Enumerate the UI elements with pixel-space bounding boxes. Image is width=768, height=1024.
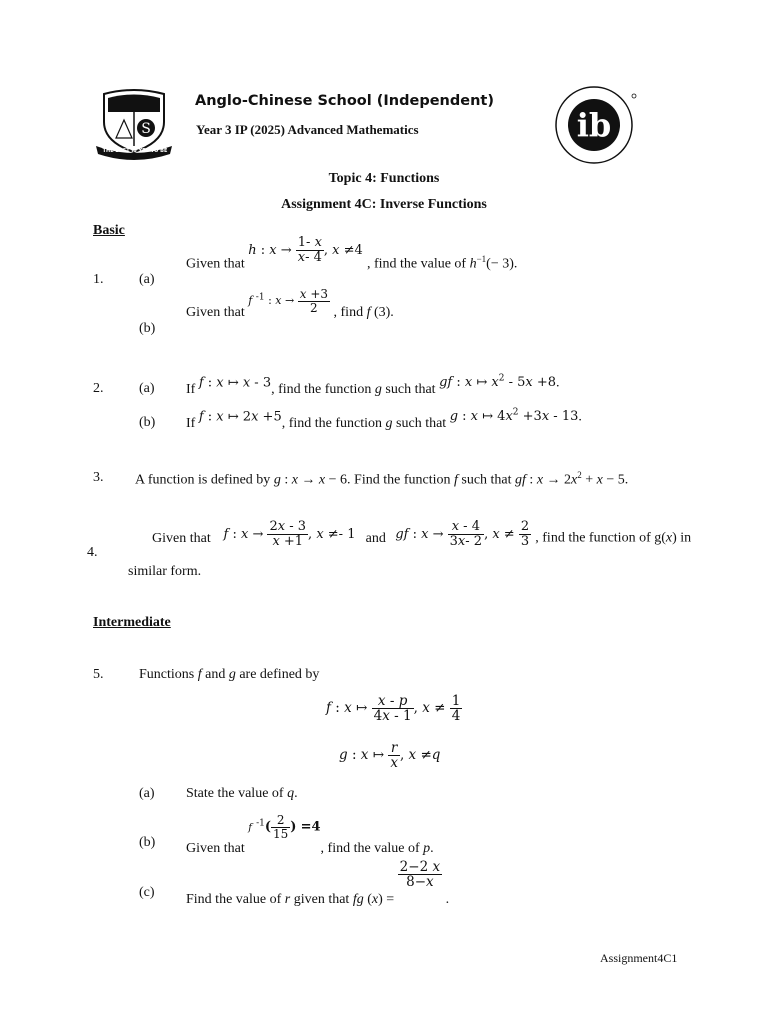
q1a-line: Given that h : x → $\frac{1- x}{x- 4}$ , x ≠4 , find the value of $h^{-1}(- 3)$. — [186, 235, 518, 272]
q5-defined-text: are defined by — [239, 667, 320, 682]
q3-find-text: . Find the function — [347, 472, 451, 488]
q5-and: and — [205, 667, 226, 682]
topic-title: Topic 4: Functions — [328, 171, 440, 186]
q1b-formula: f -1 : x → x +3 2 — [248, 287, 329, 315]
q2b-find-text: , find the function — [281, 416, 383, 432]
q4-number: 4. — [87, 545, 98, 560]
q5a-text: State the value of — [186, 786, 284, 801]
section-intermediate: Intermediate — [93, 615, 171, 630]
q2b-f-formula: f : x ↦ 2x +5 — [198, 409, 282, 425]
q5b-line: Given that f $^{-1}$( $\frac{2}{15}$ ) =4, find the value of p. — [186, 813, 434, 856]
q2-number: 2. — [93, 381, 104, 396]
q5-intro: Functions f and g are defined by — [139, 667, 320, 682]
q5b-given: Given that — [186, 840, 245, 856]
q1b-given: Given that — [186, 305, 245, 321]
q5b-formula: f $^{-1}$( $\frac{2}{15}$ ) =4 — [248, 813, 321, 841]
q4-line: Given that f : x → $\frac{2x - 3}{x +1}$ , x ≠- 1 and gf : x → $\frac{x - 4}{3x- 2}$ , x ≠ $\frac{2}{3}$ , find the function of g(x) in — [152, 519, 692, 549]
q2b-if: If — [186, 416, 196, 432]
q2b-line: If f : x ↦ 2x +5, find the function g such that g : x ↦ $4x^2 +3x - 13$. — [186, 408, 582, 432]
q5-g-definition: g : x ↦ $\frac{r}{x}$ , x ≠q — [339, 740, 441, 772]
q5-functions-text: Functions — [139, 667, 195, 682]
q5-number: 5. — [93, 667, 104, 682]
q4-gf-formula: gf : x → $\frac{x - 4}{3x- 2}$ , x ≠ $\frac{2}{3}$ — [395, 519, 530, 549]
q1a-formula: h : x → $\frac{1- x}{x- 4}$ , x ≠4 — [248, 235, 367, 265]
q4-line2: similar form. — [128, 564, 202, 579]
q5c-line: Find the value of r given that fg (x) = $\frac{2-2 x}{8-x}$ . — [186, 859, 450, 907]
school-name: Anglo-Chinese School (Independent) — [195, 93, 494, 109]
svg-text:ib: ib — [576, 106, 612, 144]
q1a-find-text: , find the value of — [366, 256, 467, 272]
q1a-given: Given that — [186, 256, 245, 272]
footer-label: Assignment4C1 — [600, 951, 678, 965]
q5b-find-text: , find the value of — [320, 840, 420, 856]
q2a-label: (a) — [139, 381, 155, 396]
crest-motto: THE BEST IS YET TO BE — [102, 148, 168, 154]
q4-in-text: ) in — [672, 530, 692, 546]
q3-such-that: such that — [461, 472, 512, 488]
q5c-given: given that — [293, 891, 350, 907]
course-title: Year 3 IP (2025) Advanced Mathematics — [196, 122, 419, 137]
svg-text:S: S — [141, 121, 151, 137]
q2a-line: If f : x ↦ x - 3, find the function g such that gf : x ↦ $x^2 - 5x +8$. — [186, 374, 560, 398]
q4-f-formula: f : x → $\frac{2x - 3}{x +1}$ , x ≠- 1 — [223, 519, 360, 549]
q5-f-definition: f : x ↦ $\frac{x - p}{4x - 1}$ , x ≠ $\frac{1}{4}$ — [326, 693, 461, 725]
q5c-label: (c) — [139, 885, 155, 900]
q2b-gf-formula: g : x ↦ $4x^2 +3x - 13$ — [449, 408, 579, 425]
q1b-label: (b) — [139, 321, 156, 336]
q3-number: 3. — [93, 470, 104, 485]
q5a-line: State the value of q. — [186, 786, 298, 801]
section-basic: Basic — [93, 223, 125, 238]
q1a-label: (a) — [139, 272, 155, 287]
q2b-such-that: such that — [396, 416, 447, 432]
q5b-label: (b) — [139, 835, 156, 850]
ib-world-school-logo — [554, 86, 640, 164]
q3-line: A function is defined by g : x → x − 6. Find the function f such that gf : $x \to 2x^2 + x - 5$. — [135, 470, 629, 488]
q4-and: and — [365, 530, 386, 546]
assignment-title: Assignment 4C: Inverse Functions — [281, 197, 487, 212]
q1-number: 1. — [93, 272, 104, 287]
q1b-line: Given that $^{f ^{-1} : x \to \frac{x +3}{2}}$ , find f (3). — [186, 287, 394, 321]
q2a-f-formula: f : x ↦ x - 3 — [198, 375, 272, 391]
q2a-if: If — [186, 382, 196, 398]
q2b-label: (b) — [139, 415, 156, 430]
q1b-find-text: , find — [333, 305, 364, 321]
q4-given: Given that — [152, 530, 211, 546]
q2a-gf-formula: gf : x ↦ $x^2 - 5x +8$ — [439, 374, 557, 391]
q2a-such-that: such that — [385, 382, 436, 398]
q5c-fraction: $\frac{2-2 x}{8-x}$ — [399, 859, 441, 891]
q5c-find-text: Find the value of — [186, 891, 282, 907]
q5a-label: (a) — [139, 786, 155, 801]
q4-find-text: , find the function of g( — [535, 530, 666, 546]
q2a-find-text: , find the function — [271, 382, 372, 398]
q3-defined-text: A function is defined by — [135, 472, 271, 488]
